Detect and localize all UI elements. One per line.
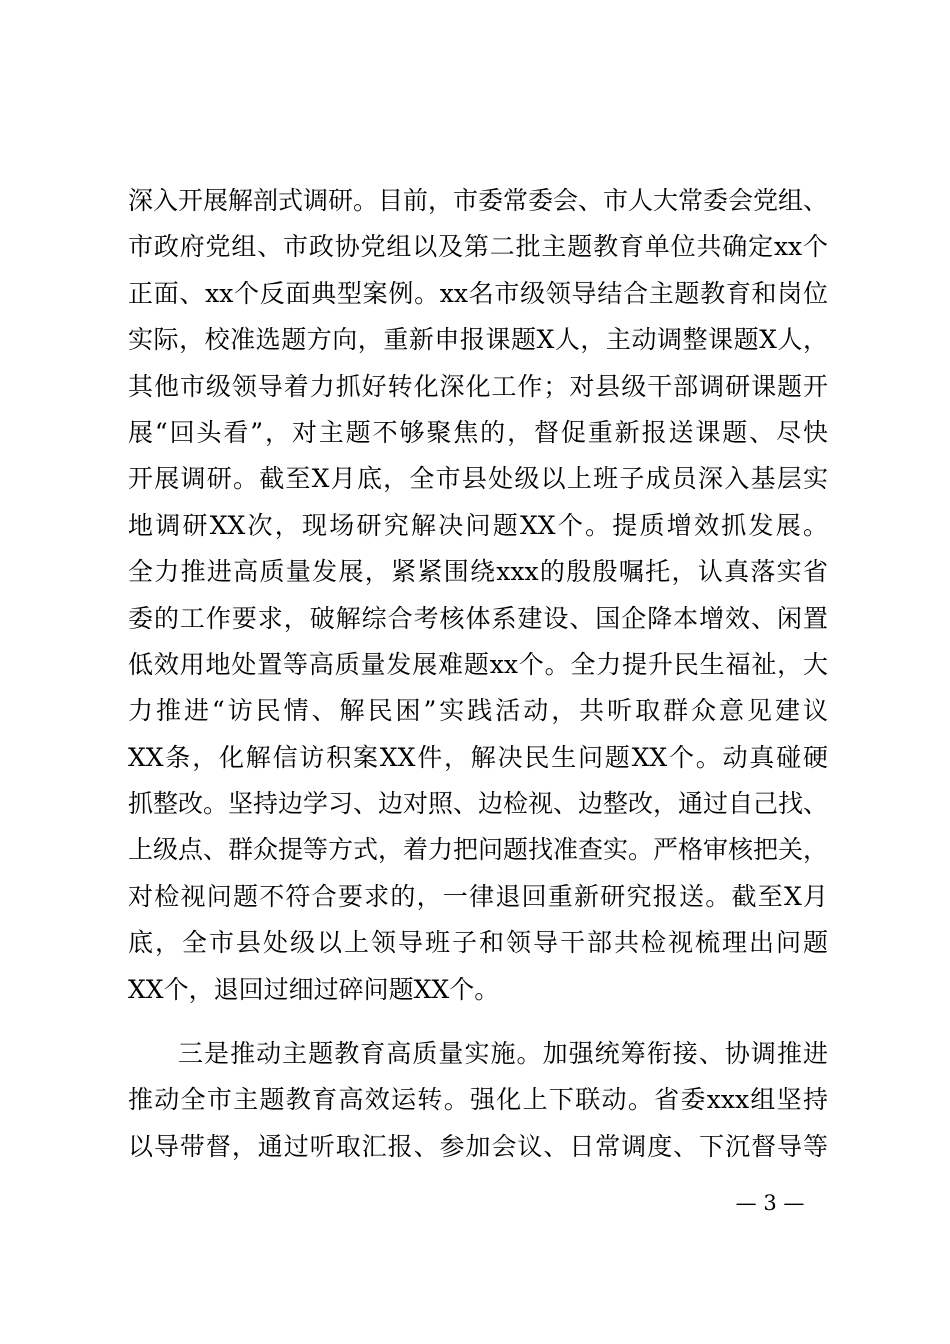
text-line: 对检视问题不符合要求的，一律退回重新研究报送。截至X月 (128, 881, 828, 911)
text-line: 展“回头看”，对主题不够聚焦的，督促重新报送课题、尽快 (128, 417, 828, 447)
paragraph-spacing (128, 1013, 828, 1031)
text-line: 开展调研。截至X月底，全市县处级以上班子成员深入基层实 (128, 464, 828, 494)
text-line: 地调研XX次，现场研究解决问题XX个。提质增效抓发展。 (128, 510, 828, 540)
text-line: 力推进“访民情、解民困”实践活动，共听取群众意见建议 (128, 696, 828, 726)
text-line: 正面、xx个反面典型案例。xx名市级领导结合主题教育和岗位 (128, 278, 828, 308)
text-line: 低效用地处置等高质量发展难题xx个。全力提升民生福祉，大 (128, 649, 828, 679)
body-text (128, 178, 828, 1170)
text-line: XX个，退回过细过碎问题XX个。 (128, 974, 500, 1004)
text-line: 委的工作要求，破解综合考核体系建设、国企降本增效、闲置 (128, 603, 828, 633)
text-line: 全力推进高质量发展，紧紧围绕xxx的殷殷嘱托，认真落实省 (128, 557, 828, 587)
text-line: 抓整改。坚持边学习、边对照、边检视、边整改，通过自己找、 (128, 789, 829, 819)
text-line: 市政府党组、市政协党组以及第二批主题教育单位共确定xx个 (128, 232, 828, 262)
text-line: XX条，化解信访积案XX件，解决民生问题XX个。动真碰硬 (128, 742, 828, 772)
text-line: 上级点、群众提等方式，着力把问题找准查实。严格审核把关， (128, 835, 829, 865)
text-line: 深入开展解剖式调研。目前，市委常委会、市人大常委会党组、 (128, 186, 829, 215)
text-line: 以导带督，通过听取汇报、参加会议、日常调度、下沉督导等 (128, 1131, 828, 1161)
page-number: — 3 — (735, 1191, 805, 1215)
text-line: 三是推动主题教育高质量实施。加强统筹衔接、协调推进 (178, 1039, 828, 1069)
paragraph-1 (128, 178, 828, 1013)
text-line: 实际，校准选题方向，重新申报课题X人，主动调整课题X人， (128, 325, 828, 355)
text-line: 其他市级领导着力抓好转化深化工作；对县级干部调研课题开 (128, 371, 828, 401)
text-line: 推动全市主题教育高效运转。强化上下联动。省委xxx组坚持 (128, 1085, 828, 1115)
text-line: 底，全市县处级以上领导班子和领导干部共检视梳理出问题 (128, 928, 828, 958)
paragraph-2 (128, 1031, 828, 1170)
